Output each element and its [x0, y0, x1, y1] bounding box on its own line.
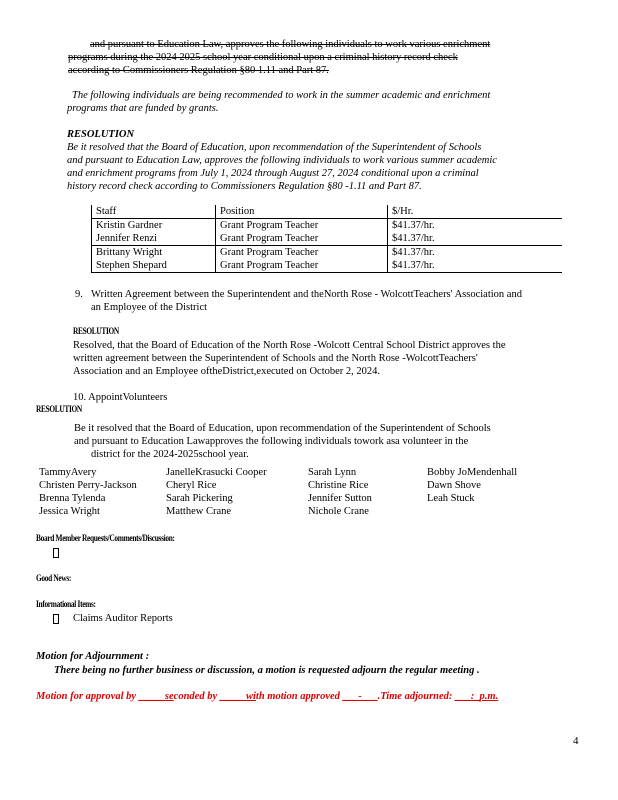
approval-prefix: Motion for approval by: [36, 691, 139, 702]
volunteer-name: Cheryl Rice: [166, 480, 217, 491]
volunteer-name: Jennifer Sutton: [308, 493, 372, 504]
page-number: 4: [573, 735, 579, 747]
staff-position: Grant Program Teacher: [216, 232, 388, 246]
struck-paragraph-line-3: according to Commissioners Regulation §80 1.11 and Part 87.: [68, 65, 329, 76]
header-staff: Staff: [92, 205, 216, 219]
volunteer-name: Leah Stuck: [427, 493, 475, 504]
vote-count-blank[interactable]: ___-___: [342, 691, 378, 702]
board-member-heading: Board Member Requests/Comments/Discussion:: [36, 533, 175, 543]
volunteer-name: Christine Rice: [308, 480, 369, 491]
time-blank[interactable]: ___:_: [455, 691, 480, 702]
summer-resolution-line-4: history record check according to Commissioners Regulation §80 -1.11 and Part 87.: [67, 181, 422, 192]
approval-line: [36, 690, 498, 703]
item9-title-line-1: Written Agreement between the Superintendent and theNorth Rose - WolcottTeachers' Association and: [91, 289, 522, 300]
item10-title: 10. AppointVolunteers: [73, 392, 168, 403]
item9-resolution-line-2: written agreement between the Superintendent of Schools and the North Rose -WolcottTeachers': [73, 353, 478, 364]
table-row: [92, 232, 563, 246]
volunteer-name: Bobby JoMendenhall: [427, 467, 518, 478]
pm-label: p.m.: [479, 691, 499, 702]
adjournment-heading: Motion for Adjournment :: [36, 651, 150, 662]
seconded-by-blank[interactable]: _____: [219, 691, 246, 702]
volunteer-name: Brenna Tylenda: [39, 493, 106, 504]
staff-name: Kristin Gardner: [92, 219, 216, 233]
volunteer-name: TammyAvery: [39, 467, 97, 478]
item9-number: 9.: [75, 289, 83, 300]
summer-resolution-line-1: Be it resolved that the Board of Education, upon recommendation of the Superintendent of Schools: [67, 142, 482, 153]
struck-paragraph-line-1: and pursuant to Education Law, approves the following individuals to work various enrichment: [90, 39, 491, 50]
with-prefix: wi: [246, 691, 256, 702]
table-row: [92, 246, 563, 260]
item9-resolution-line-3: Association and an Employee oftheDistrict,executed on October 2, 2024.: [73, 366, 381, 377]
table-row: [92, 259, 563, 273]
summer-resolution-line-3: and enrichment programs from July 1, 2024 through August 27, 2024 conditional upon a criminal: [67, 168, 479, 179]
staff-table: [91, 205, 562, 273]
seconded-label: conded by: [173, 691, 220, 702]
staff-rate: $41.37/hr.: [388, 232, 563, 246]
item9-resolution-heading: RESOLUTION: [73, 326, 119, 336]
item9-title-line-2: an Employee of the District: [91, 302, 208, 313]
header-rate: $/Hr.: [388, 205, 563, 219]
staff-name: Stephen Shepard: [92, 259, 216, 273]
seconded-prefix: se: [164, 691, 174, 702]
staff-rate: $41.37/hr.: [388, 259, 563, 273]
staff-rate: $41.37/hr.: [388, 219, 563, 233]
table-row: [92, 219, 563, 233]
staff-position: Grant Program Teacher: [216, 219, 388, 233]
staff-name: Jennifer Renzi: [92, 232, 216, 246]
staff-name: Brittany Wright: [92, 246, 216, 260]
time-adjourned-label: .Time adjourned:: [377, 691, 456, 702]
staff-table-header: [92, 205, 563, 219]
volunteer-name: Nichole Crane: [308, 506, 369, 517]
informational-heading: Informational Items:: [36, 599, 96, 609]
summer-resolution-line-2: and pursuant to Education Law, approves the following individuals to work various summer academic: [67, 155, 497, 166]
header-position: Position: [216, 205, 388, 219]
summer-resolution-heading: RESOLUTION: [67, 129, 135, 140]
item10-resolution-line-1: Be it resolved that the Board of Education, upon recommendation of the Superintendent of Schools: [74, 423, 491, 434]
volunteer-name: Sarah Pickering: [166, 493, 233, 504]
bullet-icon: [53, 614, 59, 624]
bullet-icon: [53, 548, 59, 558]
item10-resolution-line-3: district for the 2024-2025school year.: [91, 449, 249, 460]
motion-by-blank[interactable]: _____: [138, 691, 165, 702]
informational-item: Claims Auditor Reports: [73, 613, 173, 624]
item10-resolution-line-2: and pursuant to Education Lawapproves the following individuals towork asa volunteer in the: [74, 436, 469, 447]
volunteer-name: Sarah Lynn: [308, 467, 357, 478]
volunteer-name: Matthew Crane: [166, 506, 232, 517]
adjournment-body: There being no further business or discussion, a motion is requested adjourn the regular meeting .: [54, 665, 480, 676]
item10-resolution-heading: RESOLUTION: [36, 404, 82, 414]
volunteer-name: Dawn Shove: [427, 480, 481, 491]
summer-intro-line-2: programs that are funded by grants.: [67, 103, 219, 114]
volunteer-name: Christen Perry-Jackson: [39, 480, 137, 491]
summer-intro-line-1: The following individuals are being recommended to work in the summer academic and enrichment: [72, 90, 491, 101]
staff-position: Grant Program Teacher: [216, 246, 388, 260]
item9-resolution-line-1: Resolved, that the Board of Education of the North Rose -Wolcott Central School District approves the: [73, 340, 506, 351]
staff-position: Grant Program Teacher: [216, 259, 388, 273]
struck-paragraph-line-2: programs during the 2024 2025 school year conditional upon a criminal history record check: [68, 52, 458, 63]
volunteer-name: Jessica Wright: [39, 506, 100, 517]
approved-label: th motion approved: [255, 691, 343, 702]
staff-rate: $41.37/hr.: [388, 246, 563, 260]
good-news-heading: Good News:: [36, 573, 72, 583]
volunteer-name: JanelleKrasucki Cooper: [166, 467, 267, 478]
